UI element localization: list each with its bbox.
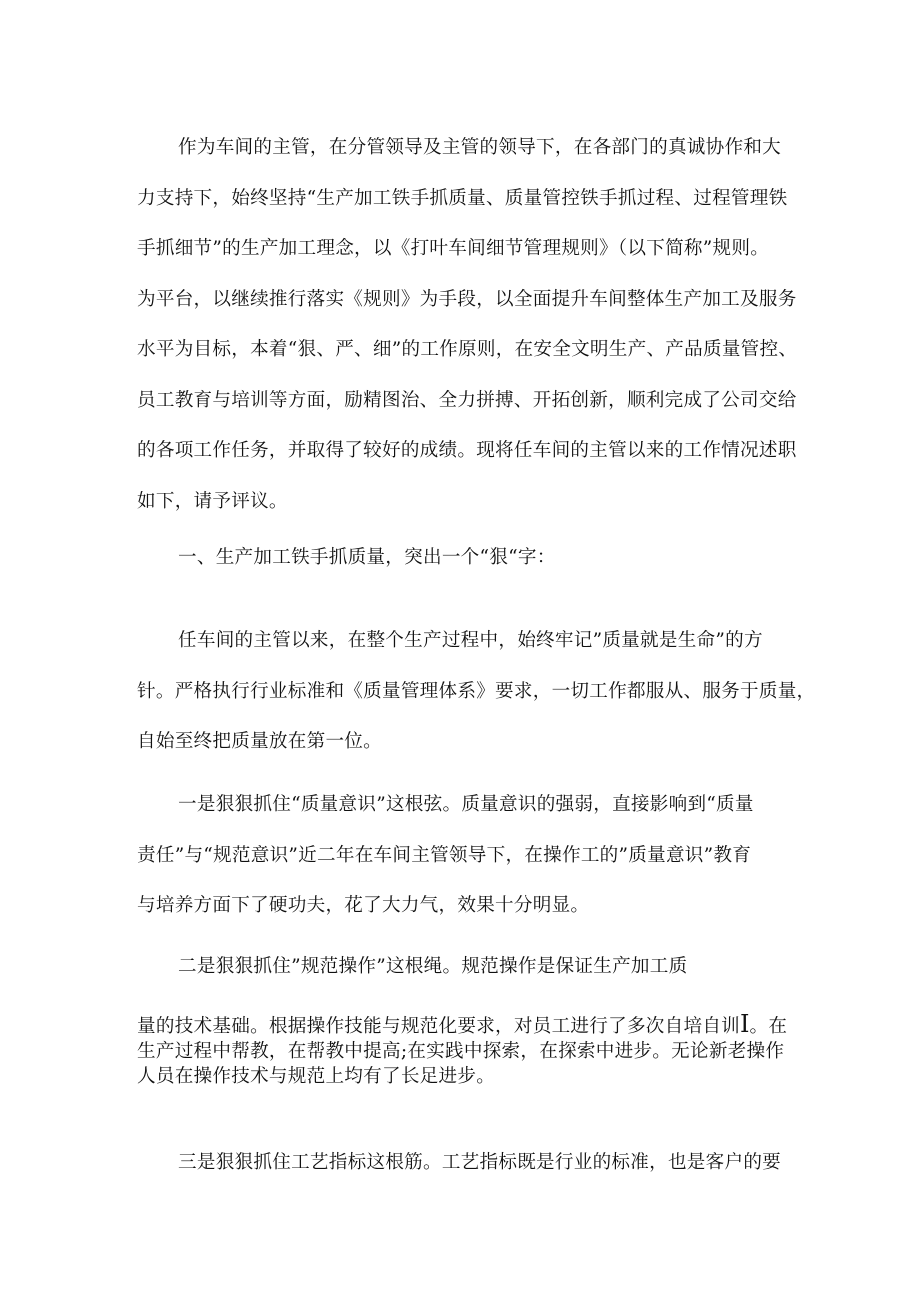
text-line: 自始至终把质量放在第一位。 — [137, 731, 382, 752]
paragraph-technical-basis — [137, 1012, 797, 1089]
text-line: 三是狠狠抓住工艺指标这根筋。工艺指标既是行业的标准，也是客户的要 — [178, 1152, 782, 1173]
text-line: 责任”与“规范意识”近二年在车间主管领导下，在操作工的”质量意识”教育 — [137, 844, 752, 866]
text-line: 作为车间的主管，在分管领导及主管的领导下，在各部门的真诚协作和大 — [178, 137, 782, 158]
text-line: 任车间的主管以来，在整个生产过程中，始终牢记”质量就是生命”的方 — [178, 630, 763, 651]
paragraph-process-indicators — [137, 1138, 797, 1189]
text-line: 水平为目标，本着“狠、严、细”的工作原则，在安全文明生产、产品质量管控、 — [137, 339, 798, 360]
paragraph-quality-awareness — [137, 780, 797, 932]
text-line: 人员在操作技术与规范上均有了长足进步。 — [137, 1066, 496, 1087]
text-line: 的各项工作任务，并取得了较好的成绩。现将任车间的主管以来的工作情况述职 — [137, 440, 797, 461]
text-line: 与培养方面下了硬功夫，花了大力气，效果十分明显。 — [137, 895, 590, 916]
text-line: 力支持下，始终坚持“生产加工铁手抓质量、质量管控铁手抓过程、过程管理铁 — [137, 187, 788, 209]
text-segment: 。在 — [749, 1016, 788, 1037]
text-line: 为平台，以继续推行落实《规则》为手段，以全面提升车间整体生产加工及服务 — [137, 288, 797, 310]
text-line: 如下，请予评议。 — [137, 490, 288, 512]
text-line: 针。严格执行行业标准和《质量管理体系》要求，一切工作都服从、服务于质量， — [137, 680, 816, 702]
text-line — [137, 1012, 797, 1039]
heading-line: 一、生产加工铁手抓质量，突出一个“狠“字： — [178, 547, 556, 568]
text-line: 手抓细节”的生产加工理念，以《打叶车间细节管理规则》（以下简称”规则。 — [137, 238, 770, 259]
text-segment: 量的技术基础。根据操作技能与规范化要求，对员工进行了多次自培自训 — [137, 1016, 741, 1037]
paragraph-quality-principle — [137, 616, 816, 768]
text-line: 员工教育与培训等方面，励精图治、全力拼搏、开拓创新，顺利完成了公司交给 — [137, 389, 797, 411]
stray-glyph: I — [740, 1010, 750, 1038]
paragraph-standard-operation — [137, 942, 797, 993]
section-heading — [137, 533, 797, 584]
text-line: 一是狠狠抓住“质量意识”这根弦。质量意识的强弱，直接影响到“质量 — [178, 794, 754, 815]
text-line: 生产过程中帮教，在帮教中提高;在实践中探索，在探索中进步。无论新老操作 — [137, 1041, 785, 1062]
paragraph-intro — [137, 123, 797, 527]
text-line: 二是狠狠抓住”规范操作”这根绳。规范操作是保证生产加工质 — [178, 956, 688, 977]
